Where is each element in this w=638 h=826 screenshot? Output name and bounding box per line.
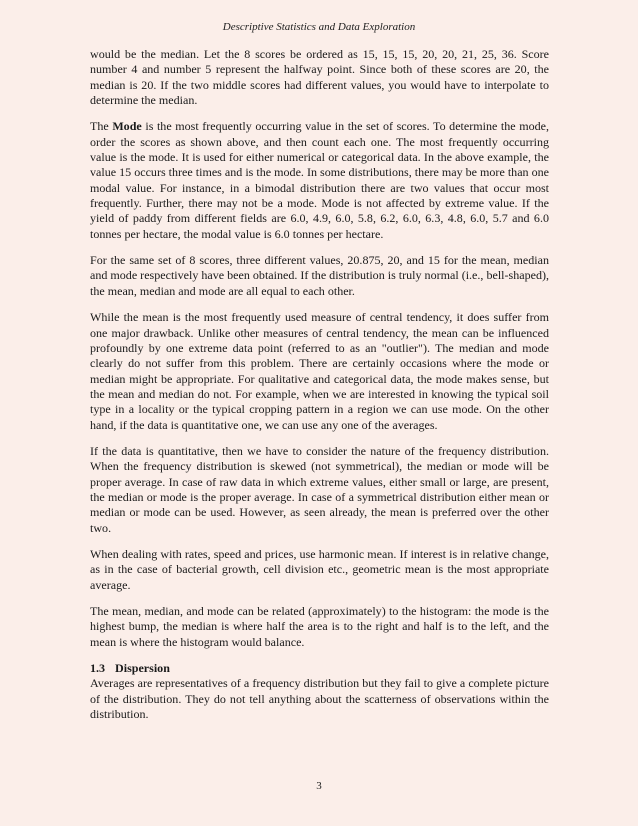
paragraph-histogram: The mean, median, and mode can be related (approximately) to the histogram: the mode is the highest bump, the median is where half the area is to the right and half is to the left, and the mean is where the histogram would balance. — [90, 604, 549, 649]
paragraph-harmonic-geometric: When dealing with rates, speed and prices, use harmonic mean. If interest is in relative change, as in the case of bacterial growth, cell division etc., geometric mean is the most appropriate average. — [90, 546, 549, 592]
page-number: 3 — [316, 780, 322, 792]
paragraph-quantitative: If the data is quantitative, then we have to consider the nature of the frequency distribution. When the frequency distribution is skewed (not symmetrical), the median or mode will be proper average. In case of raw data in which extreme values, either small or large, are present, the median or mode is the proper average. In case of a symmetrical distribution either mean or median or mode can be used. However, as seen already, the mean is preferred over the other two. — [90, 443, 549, 535]
mode-term: Mode — [112, 119, 142, 134]
section-number: 1.3 — [90, 661, 106, 676]
paragraph-mean-drawback: While the mean is the most frequently used measure of central tendency, it does suffer from one major drawback. Unlike other measures of central tendency, the mean can be influenced profoundly by one extreme data point (referred to as an "outlier"). The median and mode clearly do not suffer from this problem. There are certainly occasions where the mode or median might be appropriate. For qualitative and categorical data, the mode makes sense, but the mean and median do not. For example, when we are interested in knowing the typical soil type in a locality or the typical cropping pattern in a region we can use mode. On the other hand, if the data is quantitative one, we can use any one of the averages. — [90, 310, 549, 432]
running-header: Descriptive Statistics and Data Exploration — [222, 21, 416, 33]
paragraph-dispersion-intro: Averages are representatives of a frequency distribution but they fail to give a complete picture of the distribution. They do not tell anything about the scatterness of observations within the distribution. — [90, 676, 549, 722]
paragraph-comparison: For the same set of 8 scores, three different values, 20.875, 20, and 15 for the mean, median and mode respectively have been obtained. If the distribution is truly normal (i.e., bell-shaped), the mean, median and mode are all equal to each other. — [90, 253, 549, 298]
paragraph-mode-prefix: The — [90, 119, 113, 134]
body-content — [90, 47, 549, 733]
paragraph-mode — [90, 119, 549, 242]
section-heading-dispersion — [90, 661, 549, 676]
section-title: Dispersion — [115, 661, 170, 676]
paragraph-mode-body: is the most frequently occurring value in the set of scores. To determine the mode, order the scores as shown above, and then count each one. The most frequently occurring value is the mode. It is used for either numerical or categorical data. In the above example, the value 15 occurs three times and is the mode. In some distributions, there may be more than one modal value. For instance, in a bimodal distribution there are two values that occur most frequently. Further, there may not be a mode. Mode is not affected by extreme value. If the yield of paddy from different fields are 6.0, 4.9, 6.0, 5.8, 6.2, 6.0, 6.3, 4.8, 6.0, 5.7 and 6.0 tonnes per hectare, the modal value is 6.0 tonnes per hectare. — [90, 119, 549, 241]
paragraph-median-continued: would be the median. Let the 8 scores be ordered as 15, 15, 15, 20, 20, 21, 25, 36. Score number 4 and number 5 represent the halfway point. Since both of these scores are 20, the median is 20. If the two middle scores had different values, you would have to interpolate to determine the median. — [90, 47, 549, 108]
